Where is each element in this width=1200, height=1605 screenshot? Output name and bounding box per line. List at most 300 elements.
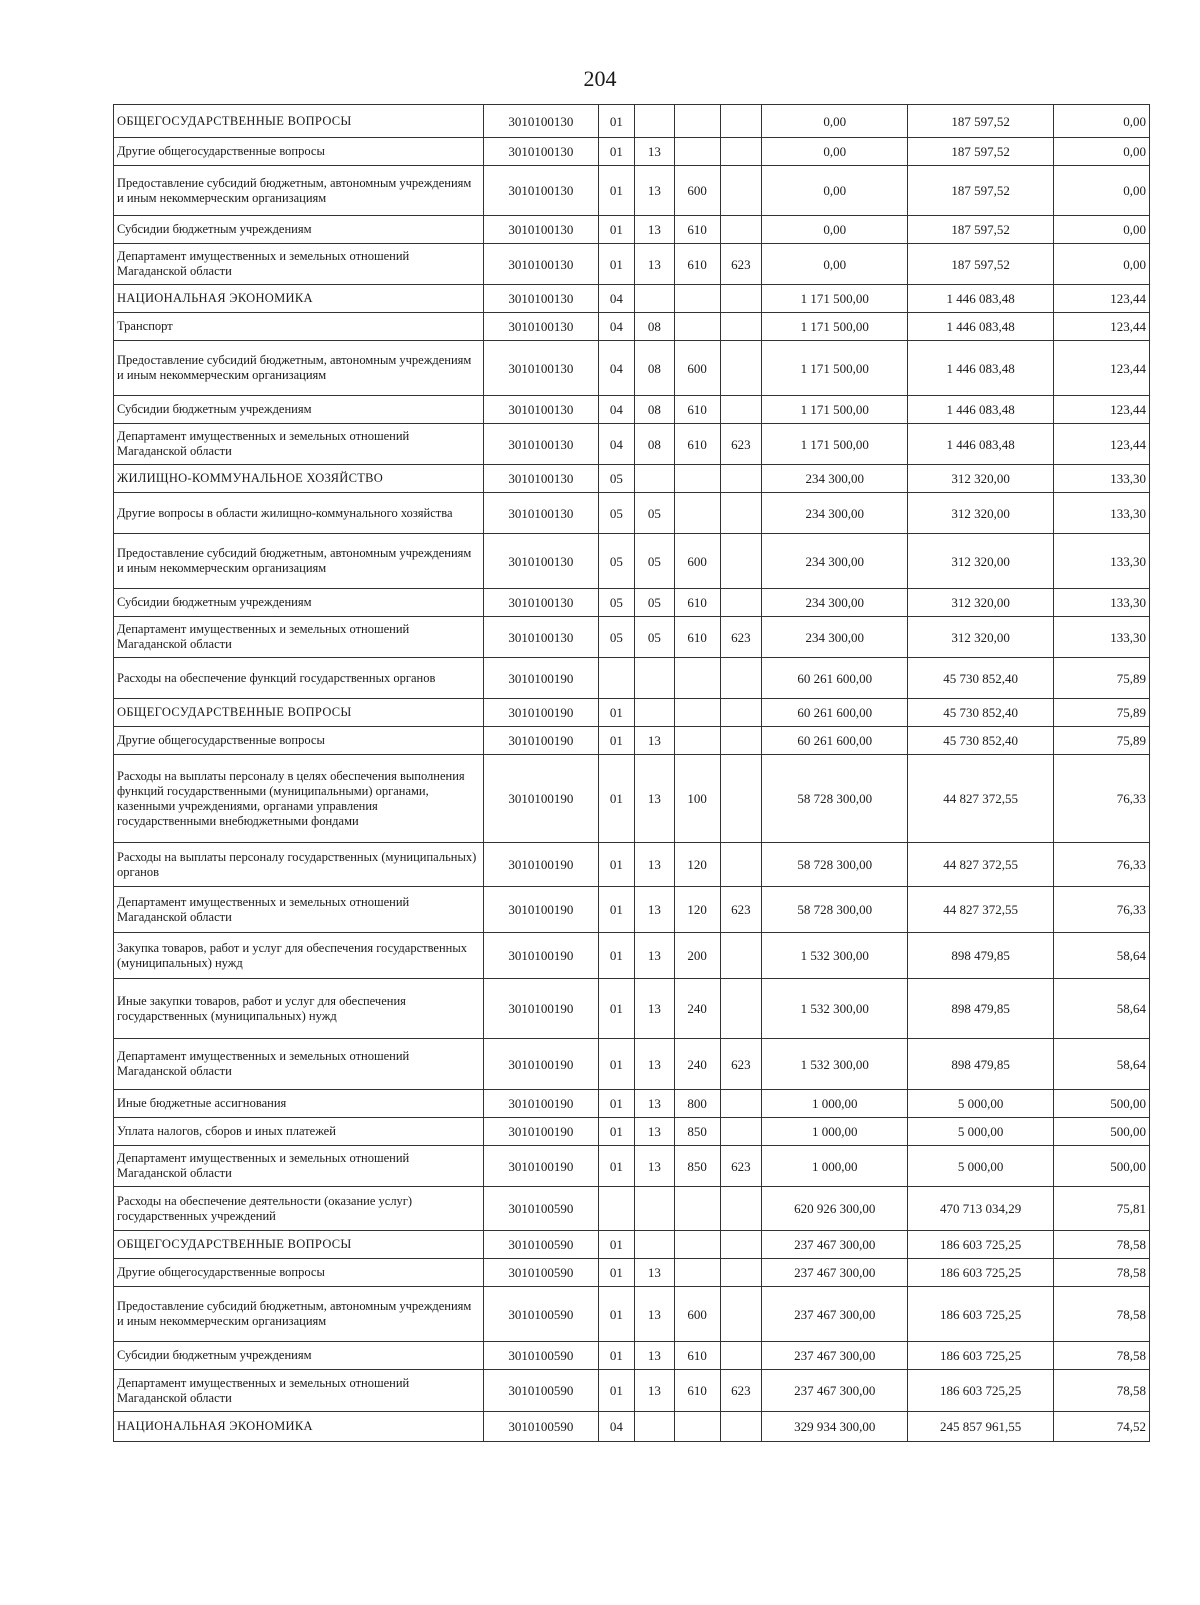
table-row	[114, 424, 1150, 465]
row-target-code: 3010100130	[484, 285, 599, 313]
row-name: Транспорт	[114, 313, 484, 341]
row-expense-type	[674, 285, 720, 313]
row-name: Другие общегосударственные вопросы	[114, 727, 484, 755]
row-target-code: 3010100130	[484, 138, 599, 166]
table-row	[114, 617, 1150, 658]
row-plan-amount: 1 532 300,00	[762, 933, 908, 979]
row-expense-type: 240	[674, 1039, 720, 1090]
row-administrator: 623	[720, 617, 762, 658]
row-expense-type: 600	[674, 166, 720, 216]
row-section: 01	[598, 1039, 634, 1090]
row-section: 05	[598, 493, 634, 534]
row-administrator: 623	[720, 1370, 762, 1412]
row-target-code: 3010100130	[484, 216, 599, 244]
row-expense-type: 600	[674, 534, 720, 589]
row-administrator	[720, 341, 762, 396]
table-row	[114, 244, 1150, 285]
row-plan-amount: 237 467 300,00	[762, 1231, 908, 1259]
row-expense-type: 610	[674, 424, 720, 465]
row-execution-percent: 123,44	[1054, 341, 1150, 396]
row-administrator: 623	[720, 424, 762, 465]
row-subsection: 13	[635, 1259, 675, 1287]
table-row	[114, 887, 1150, 933]
row-target-code: 3010100130	[484, 341, 599, 396]
row-actual-amount: 1 446 083,48	[908, 313, 1054, 341]
row-section: 04	[598, 424, 634, 465]
row-target-code: 3010100190	[484, 1146, 599, 1187]
row-target-code: 3010100190	[484, 727, 599, 755]
row-section: 01	[598, 1118, 634, 1146]
row-target-code: 3010100130	[484, 313, 599, 341]
table-row	[114, 285, 1150, 313]
row-administrator	[720, 396, 762, 424]
row-execution-percent: 78,58	[1054, 1370, 1150, 1412]
row-target-code: 3010100590	[484, 1342, 599, 1370]
row-execution-percent: 0,00	[1054, 216, 1150, 244]
row-target-code: 3010100130	[484, 424, 599, 465]
row-subsection: 08	[635, 341, 675, 396]
row-target-code: 3010100190	[484, 1039, 599, 1090]
row-execution-percent: 133,30	[1054, 589, 1150, 617]
row-section: 01	[598, 699, 634, 727]
row-expense-type: 610	[674, 216, 720, 244]
row-actual-amount: 1 446 083,48	[908, 341, 1054, 396]
row-execution-percent: 123,44	[1054, 285, 1150, 313]
row-name: Предоставление субсидий бюджетным, автономным учреждениям и иным некоммерческим организациям	[114, 534, 484, 589]
row-execution-percent: 75,89	[1054, 727, 1150, 755]
row-plan-amount: 0,00	[762, 244, 908, 285]
row-name: Иные закупки товаров, работ и услуг для обеспечения государственных (муниципальных) нужд	[114, 979, 484, 1039]
row-name: Другие общегосударственные вопросы	[114, 138, 484, 166]
table-row	[114, 1039, 1150, 1090]
row-plan-amount: 1 000,00	[762, 1090, 908, 1118]
row-administrator	[720, 658, 762, 699]
row-subsection: 13	[635, 1342, 675, 1370]
row-plan-amount: 60 261 600,00	[762, 658, 908, 699]
row-name: Другие вопросы в области жилищно-коммунального хозяйства	[114, 493, 484, 534]
row-administrator	[720, 1090, 762, 1118]
row-expense-type: 610	[674, 1342, 720, 1370]
table-row	[114, 1146, 1150, 1187]
row-subsection: 05	[635, 534, 675, 589]
table-row	[114, 589, 1150, 617]
row-subsection: 08	[635, 396, 675, 424]
row-administrator: 623	[720, 1039, 762, 1090]
row-actual-amount: 898 479,85	[908, 1039, 1054, 1090]
row-actual-amount: 5 000,00	[908, 1090, 1054, 1118]
table-row	[114, 1187, 1150, 1231]
row-execution-percent: 133,30	[1054, 534, 1150, 589]
row-execution-percent: 74,52	[1054, 1412, 1150, 1442]
row-execution-percent: 0,00	[1054, 105, 1150, 138]
row-actual-amount: 898 479,85	[908, 933, 1054, 979]
row-target-code: 3010100590	[484, 1287, 599, 1342]
row-subsection: 08	[635, 424, 675, 465]
row-plan-amount: 237 467 300,00	[762, 1342, 908, 1370]
row-name: Департамент имущественных и земельных отношений Магаданской области	[114, 617, 484, 658]
page-number: 204	[583, 66, 617, 91]
row-section: 01	[598, 1259, 634, 1287]
row-expense-type	[674, 493, 720, 534]
row-administrator	[720, 105, 762, 138]
table-row	[114, 658, 1150, 699]
row-subsection: 05	[635, 589, 675, 617]
row-administrator	[720, 1287, 762, 1342]
row-plan-amount: 1 171 500,00	[762, 424, 908, 465]
row-expense-type: 800	[674, 1090, 720, 1118]
row-section: 01	[598, 979, 634, 1039]
row-name: Предоставление субсидий бюджетным, автономным учреждениям и иным некоммерческим организациям	[114, 1287, 484, 1342]
row-expense-type: 610	[674, 617, 720, 658]
row-section: 05	[598, 617, 634, 658]
row-actual-amount: 312 320,00	[908, 589, 1054, 617]
row-administrator	[720, 699, 762, 727]
row-execution-percent: 58,64	[1054, 933, 1150, 979]
row-expense-type	[674, 699, 720, 727]
row-section: 05	[598, 465, 634, 493]
row-expense-type: 600	[674, 1287, 720, 1342]
table-row	[114, 1287, 1150, 1342]
row-target-code: 3010100190	[484, 699, 599, 727]
row-name: Другие общегосударственные вопросы	[114, 1259, 484, 1287]
table-row	[114, 341, 1150, 396]
row-actual-amount: 1 446 083,48	[908, 285, 1054, 313]
row-target-code: 3010100190	[484, 843, 599, 887]
row-administrator	[720, 843, 762, 887]
row-plan-amount: 234 300,00	[762, 493, 908, 534]
row-plan-amount: 1 171 500,00	[762, 396, 908, 424]
row-administrator	[720, 1259, 762, 1287]
row-subsection: 13	[635, 1146, 675, 1187]
row-execution-percent: 500,00	[1054, 1090, 1150, 1118]
row-target-code: 3010100590	[484, 1187, 599, 1231]
row-plan-amount: 60 261 600,00	[762, 699, 908, 727]
row-section: 05	[598, 534, 634, 589]
table-row	[114, 727, 1150, 755]
row-plan-amount: 237 467 300,00	[762, 1370, 908, 1412]
row-actual-amount: 312 320,00	[908, 617, 1054, 658]
row-execution-percent: 0,00	[1054, 166, 1150, 216]
table-row	[114, 979, 1150, 1039]
row-administrator	[720, 138, 762, 166]
row-subsection: 13	[635, 166, 675, 216]
row-plan-amount: 1 000,00	[762, 1118, 908, 1146]
row-section: 01	[598, 755, 634, 843]
row-expense-type	[674, 105, 720, 138]
row-target-code: 3010100130	[484, 617, 599, 658]
row-execution-percent: 75,89	[1054, 699, 1150, 727]
table-row	[114, 843, 1150, 887]
row-name: ЖИЛИЩНО-КОММУНАЛЬНОЕ ХОЗЯЙСТВО	[114, 465, 484, 493]
row-name: Департамент имущественных и земельных отношений Магаданской области	[114, 1146, 484, 1187]
row-target-code: 3010100130	[484, 396, 599, 424]
row-section: 05	[598, 589, 634, 617]
row-plan-amount: 0,00	[762, 216, 908, 244]
row-execution-percent: 58,64	[1054, 1039, 1150, 1090]
row-administrator	[720, 1187, 762, 1231]
row-plan-amount: 1 532 300,00	[762, 1039, 908, 1090]
row-section: 04	[598, 341, 634, 396]
row-section: 01	[598, 244, 634, 285]
row-actual-amount: 186 603 725,25	[908, 1287, 1054, 1342]
row-administrator	[720, 727, 762, 755]
row-section: 01	[598, 216, 634, 244]
row-plan-amount: 329 934 300,00	[762, 1412, 908, 1442]
row-actual-amount: 312 320,00	[908, 465, 1054, 493]
row-expense-type	[674, 658, 720, 699]
row-section: 01	[598, 1090, 634, 1118]
row-actual-amount: 186 603 725,25	[908, 1231, 1054, 1259]
row-section: 04	[598, 313, 634, 341]
row-subsection: 13	[635, 216, 675, 244]
table-row	[114, 1370, 1150, 1412]
row-name: Расходы на обеспечение деятельности (оказание услуг) государственных учреждений	[114, 1187, 484, 1231]
row-plan-amount: 0,00	[762, 138, 908, 166]
row-actual-amount: 187 597,52	[908, 216, 1054, 244]
row-plan-amount: 234 300,00	[762, 617, 908, 658]
row-actual-amount: 898 479,85	[908, 979, 1054, 1039]
row-target-code: 3010100190	[484, 658, 599, 699]
row-expense-type: 100	[674, 755, 720, 843]
row-section: 01	[598, 1146, 634, 1187]
row-administrator	[720, 979, 762, 1039]
row-execution-percent: 75,81	[1054, 1187, 1150, 1231]
row-name: ОБЩЕГОСУДАРСТВЕННЫЕ ВОПРОСЫ	[114, 1231, 484, 1259]
table-row	[114, 1090, 1150, 1118]
row-section: 01	[598, 887, 634, 933]
row-name: Расходы на обеспечение функций государственных органов	[114, 658, 484, 699]
row-section: 01	[598, 1370, 634, 1412]
row-subsection	[635, 105, 675, 138]
table-row	[114, 755, 1150, 843]
row-subsection: 05	[635, 617, 675, 658]
row-administrator	[720, 1412, 762, 1442]
row-expense-type	[674, 1231, 720, 1259]
row-plan-amount: 0,00	[762, 166, 908, 216]
row-plan-amount: 58 728 300,00	[762, 887, 908, 933]
row-execution-percent: 76,33	[1054, 887, 1150, 933]
row-execution-percent: 58,64	[1054, 979, 1150, 1039]
row-subsection: 13	[635, 843, 675, 887]
row-section: 01	[598, 1287, 634, 1342]
row-name: НАЦИОНАЛЬНАЯ ЭКОНОМИКА	[114, 285, 484, 313]
row-administrator	[720, 216, 762, 244]
row-expense-type: 120	[674, 887, 720, 933]
row-name: ОБЩЕГОСУДАРСТВЕННЫЕ ВОПРОСЫ	[114, 699, 484, 727]
row-expense-type	[674, 1259, 720, 1287]
row-subsection: 08	[635, 313, 675, 341]
row-target-code: 3010100130	[484, 589, 599, 617]
row-name: Предоставление субсидий бюджетным, автономным учреждениям и иным некоммерческим организациям	[114, 166, 484, 216]
row-plan-amount: 234 300,00	[762, 465, 908, 493]
row-expense-type	[674, 727, 720, 755]
row-expense-type	[674, 1187, 720, 1231]
row-actual-amount: 312 320,00	[908, 493, 1054, 534]
row-name: НАЦИОНАЛЬНАЯ ЭКОНОМИКА	[114, 1412, 484, 1442]
row-execution-percent: 133,30	[1054, 493, 1150, 534]
row-target-code: 3010100190	[484, 755, 599, 843]
row-administrator	[720, 285, 762, 313]
row-administrator	[720, 1342, 762, 1370]
row-name: Уплата налогов, сборов и иных платежей	[114, 1118, 484, 1146]
row-plan-amount: 234 300,00	[762, 589, 908, 617]
row-plan-amount: 1 171 500,00	[762, 341, 908, 396]
row-actual-amount: 1 446 083,48	[908, 396, 1054, 424]
row-section: 01	[598, 105, 634, 138]
row-execution-percent: 0,00	[1054, 244, 1150, 285]
row-name: Расходы на выплаты персоналу государственных (муниципальных) органов	[114, 843, 484, 887]
row-administrator	[720, 1118, 762, 1146]
table-row	[114, 216, 1150, 244]
row-plan-amount: 58 728 300,00	[762, 843, 908, 887]
row-expense-type: 610	[674, 1370, 720, 1412]
row-name: Департамент имущественных и земельных отношений Магаданской области	[114, 1370, 484, 1412]
row-plan-amount: 60 261 600,00	[762, 727, 908, 755]
row-execution-percent: 78,58	[1054, 1231, 1150, 1259]
table-row	[114, 1342, 1150, 1370]
row-execution-percent: 78,58	[1054, 1342, 1150, 1370]
row-administrator	[720, 755, 762, 843]
table-row	[114, 313, 1150, 341]
table-row	[114, 933, 1150, 979]
row-administrator: 623	[720, 887, 762, 933]
row-section: 01	[598, 138, 634, 166]
row-target-code: 3010100130	[484, 166, 599, 216]
row-actual-amount: 187 597,52	[908, 166, 1054, 216]
row-target-code: 3010100590	[484, 1231, 599, 1259]
row-actual-amount: 186 603 725,25	[908, 1259, 1054, 1287]
row-administrator	[720, 313, 762, 341]
row-execution-percent: 76,33	[1054, 843, 1150, 887]
row-actual-amount: 312 320,00	[908, 534, 1054, 589]
row-administrator: 623	[720, 1146, 762, 1187]
table-row	[114, 699, 1150, 727]
row-actual-amount: 187 597,52	[908, 138, 1054, 166]
row-section: 01	[598, 727, 634, 755]
row-actual-amount: 5 000,00	[908, 1146, 1054, 1187]
row-plan-amount: 1 000,00	[762, 1146, 908, 1187]
row-expense-type: 610	[674, 589, 720, 617]
row-execution-percent: 123,44	[1054, 313, 1150, 341]
row-actual-amount: 245 857 961,55	[908, 1412, 1054, 1442]
row-section: 01	[598, 933, 634, 979]
row-administrator	[720, 534, 762, 589]
row-subsection: 13	[635, 887, 675, 933]
row-subsection: 05	[635, 493, 675, 534]
row-section: 01	[598, 1231, 634, 1259]
row-execution-percent: 133,30	[1054, 465, 1150, 493]
row-actual-amount: 44 827 372,55	[908, 843, 1054, 887]
table-row	[114, 396, 1150, 424]
row-plan-amount: 237 467 300,00	[762, 1259, 908, 1287]
row-expense-type	[674, 313, 720, 341]
row-execution-percent: 0,00	[1054, 138, 1150, 166]
row-target-code: 3010100190	[484, 887, 599, 933]
row-target-code: 3010100130	[484, 244, 599, 285]
table-body	[114, 105, 1150, 1442]
row-execution-percent: 78,58	[1054, 1287, 1150, 1342]
row-plan-amount: 0,00	[762, 105, 908, 138]
row-actual-amount: 1 446 083,48	[908, 424, 1054, 465]
budget-execution-table	[113, 104, 1150, 1442]
row-name: Закупка товаров, работ и услуг для обеспечения государственных (муниципальных) нужд	[114, 933, 484, 979]
row-administrator	[720, 933, 762, 979]
row-execution-percent: 500,00	[1054, 1118, 1150, 1146]
row-section: 01	[598, 843, 634, 887]
row-section	[598, 1187, 634, 1231]
row-name: Субсидии бюджетным учреждениям	[114, 216, 484, 244]
row-plan-amount: 234 300,00	[762, 534, 908, 589]
row-target-code: 3010100190	[484, 1118, 599, 1146]
table-row	[114, 166, 1150, 216]
row-plan-amount: 58 728 300,00	[762, 755, 908, 843]
row-actual-amount: 5 000,00	[908, 1118, 1054, 1146]
row-actual-amount: 186 603 725,25	[908, 1342, 1054, 1370]
row-expense-type: 850	[674, 1146, 720, 1187]
table-row	[114, 534, 1150, 589]
row-name: Департамент имущественных и земельных отношений Магаданской области	[114, 1039, 484, 1090]
row-name: Субсидии бюджетным учреждениям	[114, 396, 484, 424]
row-plan-amount: 1 171 500,00	[762, 313, 908, 341]
row-administrator	[720, 465, 762, 493]
row-subsection	[635, 1231, 675, 1259]
row-target-code: 3010100190	[484, 1090, 599, 1118]
table-row	[114, 105, 1150, 138]
row-name: Иные бюджетные ассигнования	[114, 1090, 484, 1118]
row-name: Субсидии бюджетным учреждениям	[114, 1342, 484, 1370]
row-expense-type: 600	[674, 341, 720, 396]
row-plan-amount: 237 467 300,00	[762, 1287, 908, 1342]
row-execution-percent: 500,00	[1054, 1146, 1150, 1187]
row-section: 04	[598, 1412, 634, 1442]
row-section	[598, 658, 634, 699]
row-expense-type: 120	[674, 843, 720, 887]
row-subsection: 13	[635, 1118, 675, 1146]
row-expense-type: 240	[674, 979, 720, 1039]
table-row	[114, 465, 1150, 493]
row-execution-percent: 78,58	[1054, 1259, 1150, 1287]
row-section: 01	[598, 1342, 634, 1370]
row-name: Расходы на выплаты персоналу в целях обеспечения выполнения функций государственными (муниципальными) органами, казенными учреждениями, органами управления государственными внебюджетными фондами	[114, 755, 484, 843]
row-target-code: 3010100190	[484, 933, 599, 979]
row-name: Департамент имущественных и земельных отношений Магаданской области	[114, 424, 484, 465]
row-name: ОБЩЕГОСУДАРСТВЕННЫЕ ВОПРОСЫ	[114, 105, 484, 138]
row-subsection: 13	[635, 1287, 675, 1342]
row-administrator	[720, 1231, 762, 1259]
row-subsection: 13	[635, 1090, 675, 1118]
row-expense-type: 610	[674, 396, 720, 424]
row-subsection	[635, 1187, 675, 1231]
row-administrator	[720, 166, 762, 216]
row-actual-amount: 187 597,52	[908, 105, 1054, 138]
row-expense-type	[674, 465, 720, 493]
row-execution-percent: 123,44	[1054, 396, 1150, 424]
row-name: Субсидии бюджетным учреждениям	[114, 589, 484, 617]
row-administrator: 623	[720, 244, 762, 285]
row-execution-percent: 75,89	[1054, 658, 1150, 699]
row-target-code: 3010100590	[484, 1370, 599, 1412]
row-actual-amount: 187 597,52	[908, 244, 1054, 285]
row-name: Предоставление субсидий бюджетным, автономным учреждениям и иным некоммерческим организациям	[114, 341, 484, 396]
row-expense-type: 200	[674, 933, 720, 979]
row-actual-amount: 44 827 372,55	[908, 755, 1054, 843]
row-name: Департамент имущественных и земельных отношений Магаданской области	[114, 244, 484, 285]
row-administrator	[720, 493, 762, 534]
row-subsection	[635, 658, 675, 699]
row-subsection	[635, 285, 675, 313]
table-row	[114, 1259, 1150, 1287]
row-target-code: 3010100590	[484, 1259, 599, 1287]
